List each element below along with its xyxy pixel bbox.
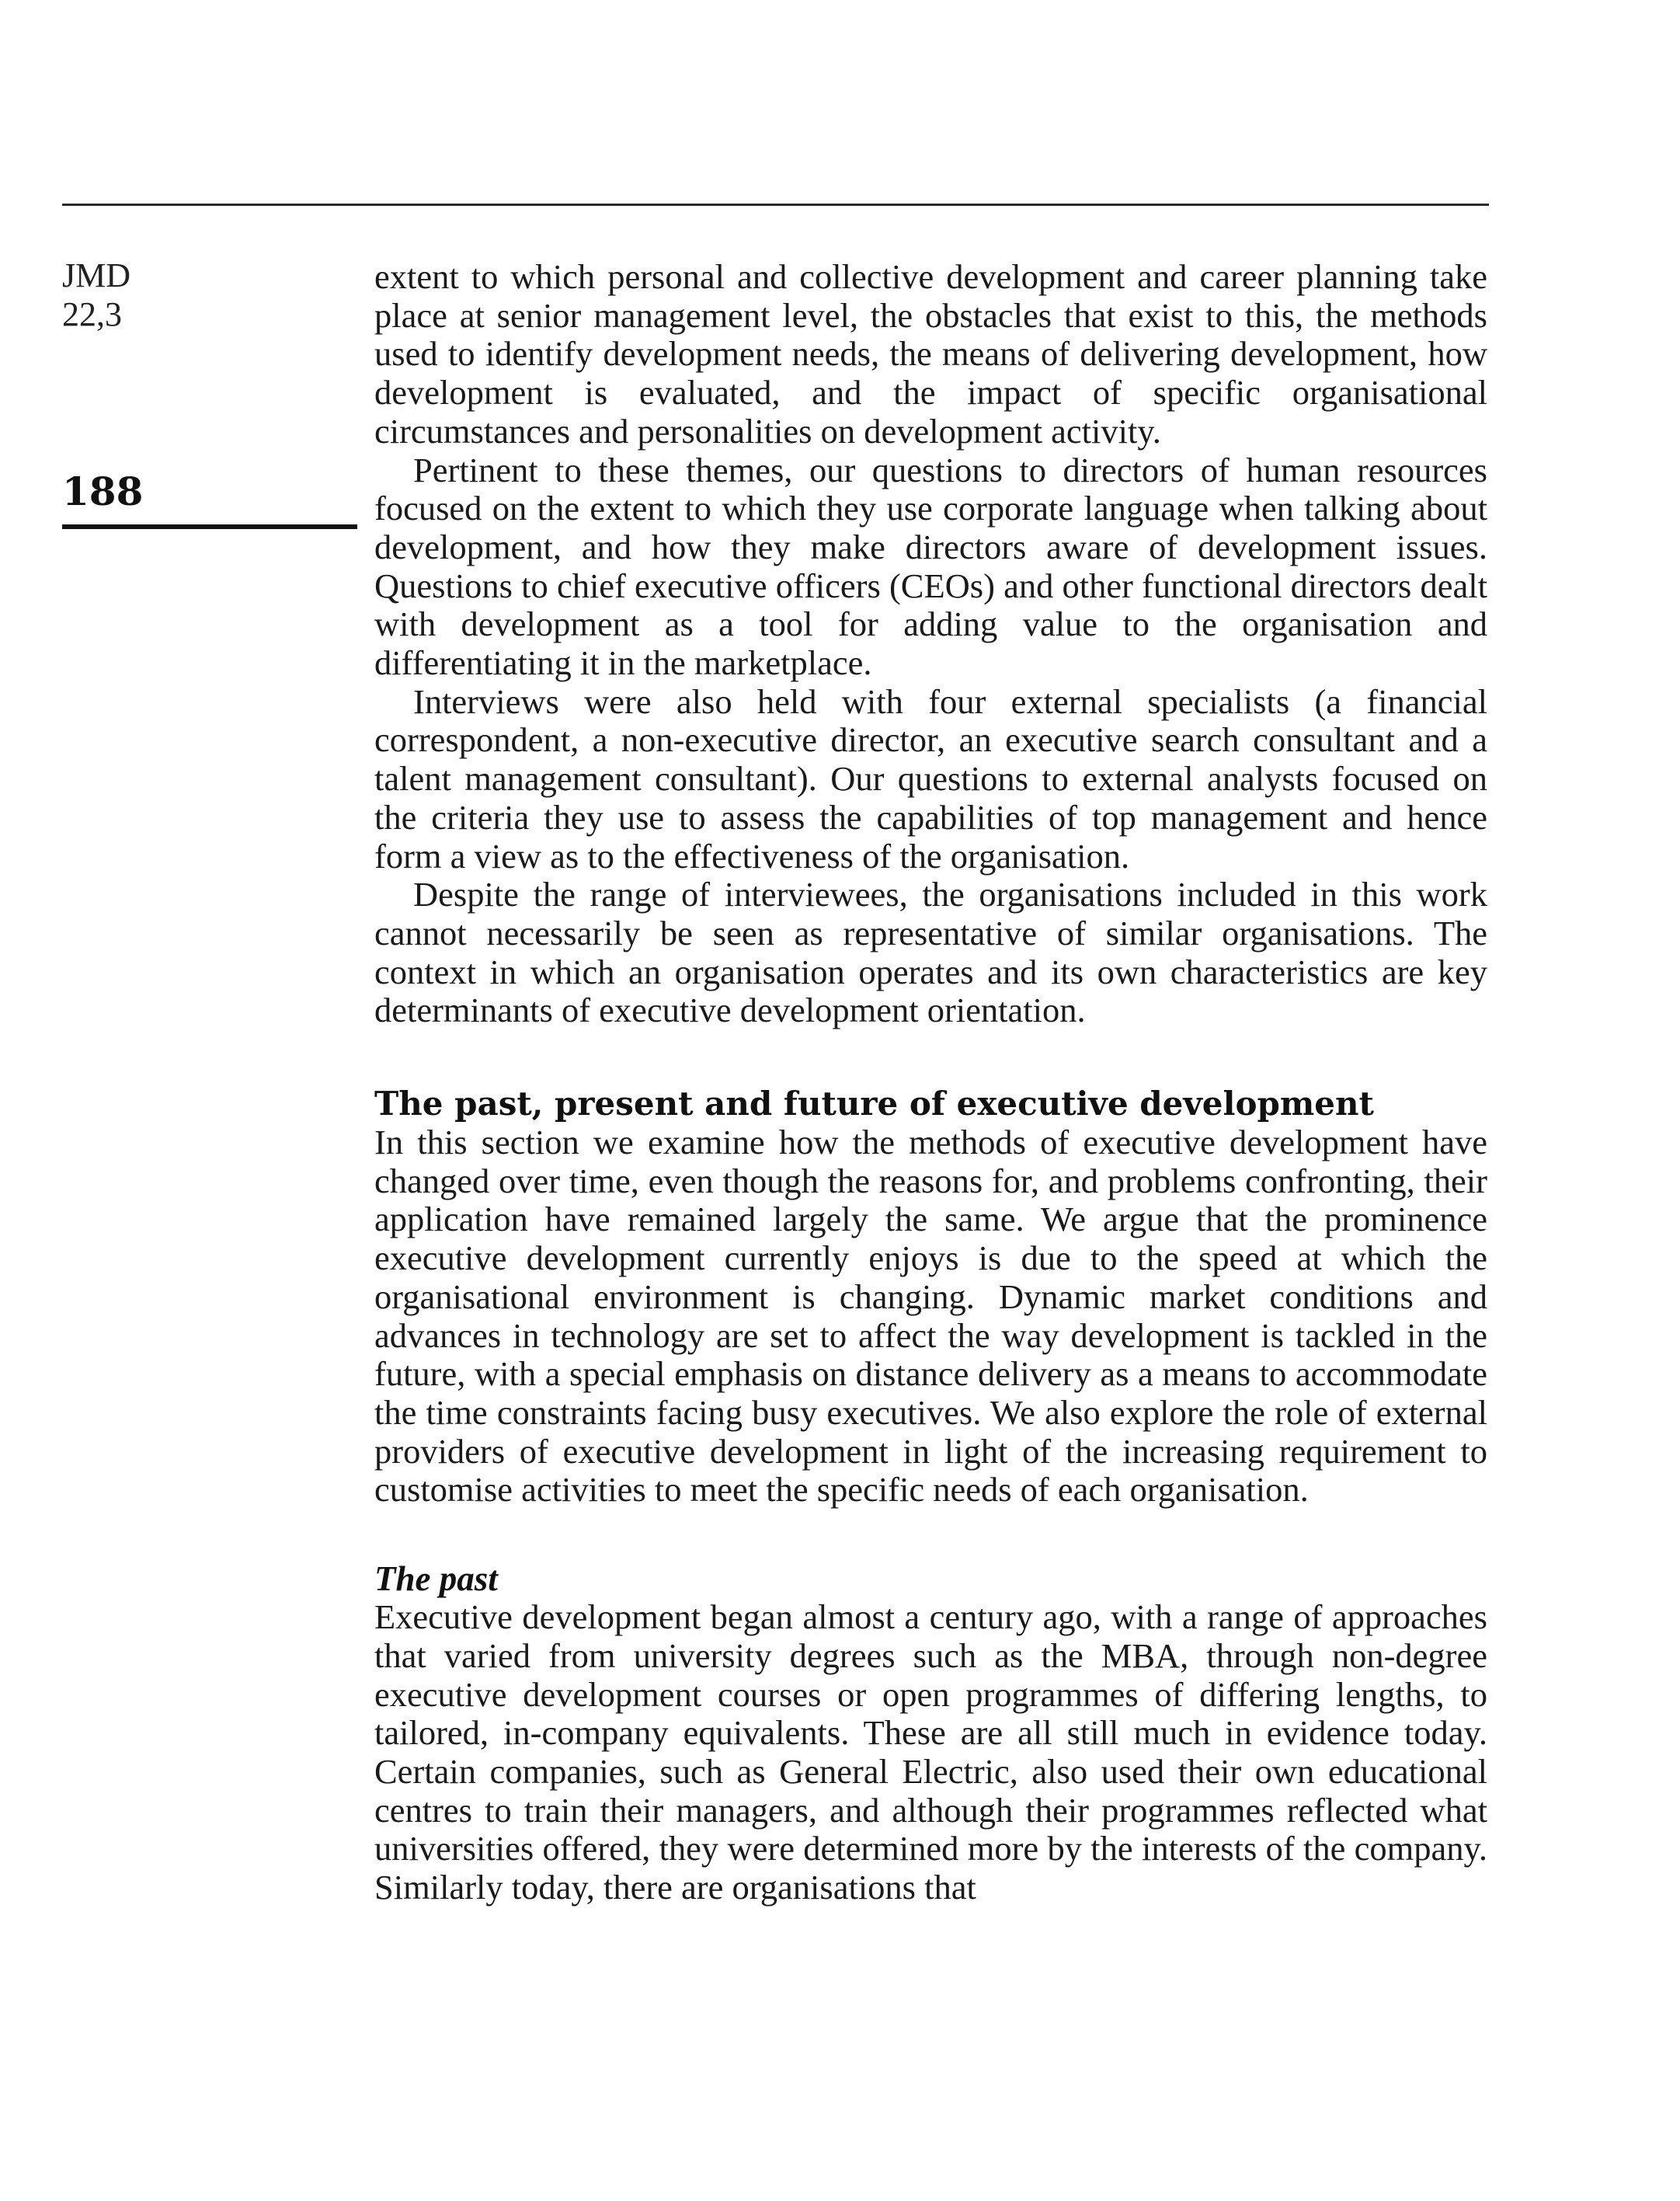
body-paragraph: Pertinent to these themes, our questions to directors of human resources focused on the extent to which they use corporate language when talking about development, and how they make directors aware of development issues. Questions to chief executive officers (CEOs) and other functional directors dealt with development as a tool for adding value to the organisation and differentiating it in the marketplace. <box>374 450 1487 683</box>
page-number: 188 <box>62 468 144 514</box>
margin-column <box>62 256 357 334</box>
section-heading: The past, present and future of executive development <box>374 1085 1374 1123</box>
volume-issue: 22,3 <box>62 295 122 333</box>
body-paragraph: extent to which personal and collective development and career planning take place at senior management level, the obstacles that exist to this, the methods used to identify development needs, the means of delivering development, how development is evaluated, and the impact of specific organisational circumstances and personalities on development activity. <box>374 257 1487 451</box>
journal-abbreviation: JMD <box>62 256 131 294</box>
body-paragraph: Interviews were also held with four external specialists (a financial correspondent, a non-executive director, an executive search consultant and a talent management consultant). Our questions to external analysts focused on the criteria they use to assess the capabilities of top management and hence form a view as to the effectiveness of the organisation. <box>374 681 1487 876</box>
subsection-heading: The past <box>374 1559 498 1599</box>
body-paragraph: Despite the range of interviewees, the organisations included in this work cannot necessarily be seen as representative of similar organisations. The context in which an organisation operates and its own characteristics are key determinants of executive development orientation. <box>374 875 1487 1030</box>
main-text-column <box>374 258 1487 1907</box>
page-number-rule <box>62 524 357 529</box>
header-rule <box>62 204 1489 206</box>
section-paragraph: In this section we examine how the methods of executive development have changed over time, even though the reasons for, and problems confronting, their application have remained largely the same. We argue that the prominence executive development currently enjoys is due to the speed at which the organisational environment is changing. Dynamic market conditions and advances in technology are set to affect the way development is tackled in the future, with a special emphasis on distance delivery as a means to accommodate the time constraints facing busy executives. We also explore the role of external providers of executive development in light of the increasing requirement to customise activities to meet the specific needs of each organisation. <box>374 1123 1487 1510</box>
subsection-paragraph: Executive development began almost a century ago, with a range of approaches that varied from university degrees such as the MBA, through non-degree executive development courses or open programmes of differing lengths, to tailored, in-company equivalents. These are all still much in evidence today. Certain companies, such as General Electric, also used their own educational centres to train their managers, and although their programmes reflected what universities offered, they were determined more by the interests of the company. Similarly today, there are organisations that <box>374 1597 1487 1907</box>
